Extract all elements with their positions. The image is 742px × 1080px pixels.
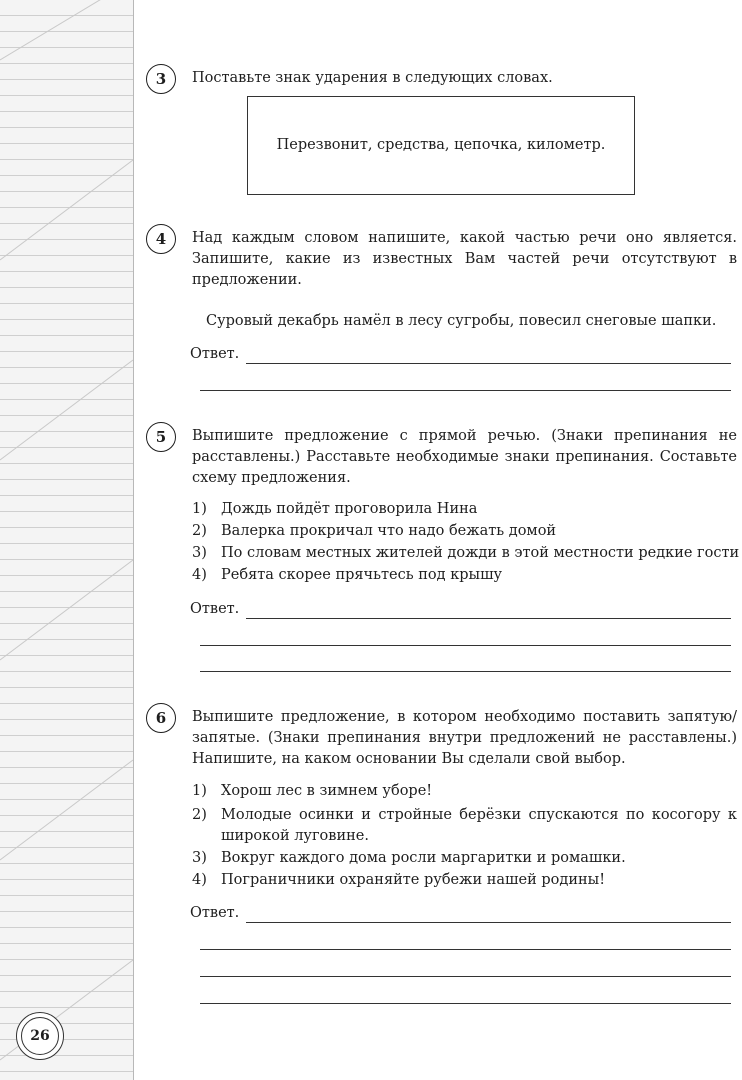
option-text: Валерка прокричал что надо бежать домой xyxy=(221,523,557,539)
task-6-prompt: Выпишите предложение, в котором необходимо поставить запятую/запятые. (Знаки препинания внутри предложений не расставлены.) Напишите, на каком основании Вы сделали свой выбор. xyxy=(192,709,737,767)
margin-diagonal-lines xyxy=(0,0,133,1080)
option-number: 2) xyxy=(192,807,207,823)
task-4-number-badge xyxy=(146,224,176,254)
option-text: Вокруг каждого дома росли маргаритки и ромашки. xyxy=(221,850,626,866)
task-3-prompt: Поставьте знак ударения в следующих словах. xyxy=(192,70,553,86)
task-4-number: 4 xyxy=(155,230,167,248)
option-number: 3) xyxy=(192,850,207,866)
task-4-sentence: Суровый декабрь намёл в лесу сугробы, повесил снеговые шапки. xyxy=(206,313,717,329)
task-5-number-badge xyxy=(146,422,176,452)
task-4-answer-line[interactable] xyxy=(246,363,731,364)
option-number: 4) xyxy=(192,872,207,888)
option-text: По словам местных жителей дожди в этой местности редкие гости xyxy=(221,545,740,561)
option-number: 2) xyxy=(192,523,207,539)
task-6-answer-label: Ответ. xyxy=(190,905,240,921)
margin-border xyxy=(133,0,134,1080)
page-number-inner-ring xyxy=(21,1017,59,1055)
task-6-number-badge xyxy=(146,703,176,733)
option-text: Дождь пойдёт проговорила Нина xyxy=(221,501,478,517)
task-3-words: Перезвонит, средства, цепочка, километр. xyxy=(276,137,606,153)
task-5-number: 5 xyxy=(155,428,167,446)
task-5-prompt: Выпишите предложение с прямой речью. (Знаки препинания не расставлены.) Расставьте необходимые знаки препинания. Составьте схему предложения. xyxy=(192,428,737,486)
task-4-answer-label: Ответ. xyxy=(190,346,240,362)
task-5-answer-line[interactable] xyxy=(200,645,731,646)
option-text: Хорош лес в зимнем уборе! xyxy=(221,783,433,799)
option-text: Молодые осинки и стройные берёзки спускаются по косогору к широкой луговине. xyxy=(221,807,737,844)
task-3-number: 3 xyxy=(155,70,167,88)
task-6-answer-line[interactable] xyxy=(200,949,731,950)
task-4-answer-line[interactable] xyxy=(200,390,731,391)
task-5-answer-label: Ответ. xyxy=(190,601,240,617)
task-5-answer-line[interactable] xyxy=(246,618,731,619)
task-6-number: 6 xyxy=(155,709,167,727)
option-text: Пограничники охраняйте рубежи нашей родины! xyxy=(221,872,606,888)
task-6-answer-line[interactable] xyxy=(246,922,731,923)
task-6-answer-line[interactable] xyxy=(200,976,731,977)
task-6-option-2 xyxy=(192,805,737,847)
task-6-answer-line[interactable] xyxy=(200,1003,731,1004)
option-number: 1) xyxy=(192,501,207,517)
task-4-prompt: Над каждым словом напишите, какой частью речи оно является. Запишите, какие из известных Вам частей речи отсутствуют в предложении. xyxy=(192,230,737,288)
option-text: Ребята скорее прячьтесь под крышу xyxy=(221,567,503,583)
option-number: 3) xyxy=(192,545,207,561)
page-number: 26 xyxy=(30,1028,50,1044)
task-3-word-box xyxy=(247,96,635,195)
page-number-badge xyxy=(16,1012,64,1060)
option-number: 4) xyxy=(192,567,207,583)
task-5-answer-line[interactable] xyxy=(200,671,731,672)
option-number: 1) xyxy=(192,783,207,799)
task-3-number-badge xyxy=(146,64,176,94)
